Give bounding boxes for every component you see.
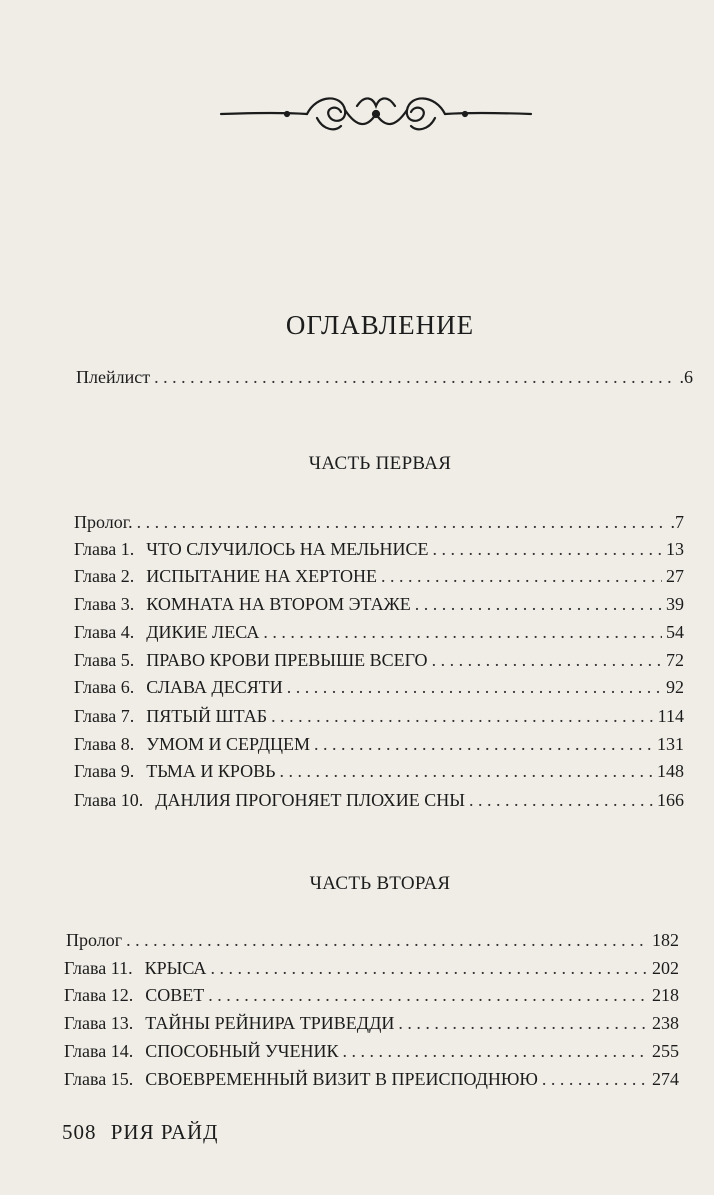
toc-entry-page: 39 [666,594,684,614]
part-heading-second: ЧАСТЬ ВТОРАЯ [309,873,451,894]
toc-entry[interactable] [74,594,684,620]
toc-entry-chapter: Глава 8. [74,734,135,754]
leader-dots [271,706,654,727]
leader-dots [342,1041,648,1062]
toc-entry-page: 238 [652,1013,679,1033]
toc-entry-chapter: Глава 4. [74,622,135,642]
toc-entry-title: ТАЙНЫ РЕЙНИРА ТРИВЕДДИ [145,1013,395,1033]
toc-entry[interactable] [64,1013,679,1039]
toc-entry-page: 202 [652,958,679,978]
toc-entry-page: 182 [652,930,679,950]
toc-entry-page: 114 [657,706,684,726]
toc-entry-title: УМОМ И СЕРДЦЕМ [146,734,310,754]
toc-entry-chapter: Глава 14. [64,1041,134,1061]
leader-dots [542,1069,648,1090]
toc-entry[interactable] [74,539,684,565]
toc-entry-chapter: Глава 11. [64,958,133,978]
leader-dots [126,930,648,951]
leader-dots [287,677,662,698]
toc-entry-title: СПОСОБНЫЙ УЧЕНИК [145,1041,339,1061]
leader-dots [314,734,653,755]
toc-entry[interactable] [66,930,679,956]
leader-dots [210,958,648,979]
toc-entry-page: 166 [657,790,684,810]
toc-entry-chapter: Глава 15. [64,1069,134,1089]
toc-entry-title: ИСПЫТАНИЕ НА ХЕРТОНЕ [146,566,378,586]
toc-entry-chapter: Глава 7. [74,706,135,726]
part-heading-first: ЧАСТЬ ПЕРВАЯ [308,453,452,474]
toc-entry-title: ПРАВО КРОВИ ПРЕВЫШЕ ВСЕГО [146,650,428,670]
toc-entry[interactable] [74,734,684,760]
toc-entry-title: КОМНАТА НА ВТОРОМ ЭТАЖЕ [146,594,411,614]
toc-entry[interactable] [74,622,684,648]
toc-entry-chapter: Глава 2. [74,566,135,586]
toc-entry-page: 54 [666,622,684,642]
toc-entry[interactable] [64,985,679,1011]
toc-entry[interactable] [74,650,684,676]
toc-entry-playlist[interactable] [76,367,693,393]
toc-entry-chapter: Глава 6. [74,677,135,697]
leader-dots [279,761,653,782]
toc-entry[interactable] [74,790,684,816]
leader-dots [433,539,662,560]
toc-entry-page: 13 [666,539,684,559]
leader-dots [208,985,648,1006]
leader-dots [263,622,662,643]
toc-entry-chapter: Глава 5. [74,650,135,670]
flourish-icon [217,88,535,140]
toc-entry-chapter: Глава 10. [74,790,144,810]
leader-dots [469,790,653,811]
toc-entry-title: ДАНЛИЯ ПРОГОНЯЕТ ПЛОХИЕ СНЫ [155,790,465,810]
toc-entry[interactable] [64,1069,679,1095]
toc-entry-title: ЧТО СЛУЧИЛОСЬ НА МЕЛЬНИСЕ [146,539,429,559]
toc-entry-page: 255 [652,1041,679,1061]
toc-entry-chapter: Глава 12. [64,985,134,1005]
toc-entry-title: ПЯТЫЙ ШТАБ [146,706,268,726]
toc-entry-chapter: Пролог. [74,512,133,532]
page-number: 508 [62,1120,97,1144]
toc-entry-chapter: Глава 9. [74,761,135,781]
toc-entry-page: 148 [657,761,684,781]
leader-dots [154,367,675,388]
page-footer [62,1120,219,1145]
page-title: ОГЛАВЛЕНИЕ [285,310,475,340]
toc-entry[interactable] [74,761,684,787]
leader-dots [415,594,662,615]
toc-entry-title: КРЫСА [144,958,207,978]
toc-entry-title: ДИКИЕ ЛЕСА [146,622,260,642]
toc-entry-chapter: Пролог [66,930,123,950]
toc-entry-page: .6 [679,367,693,387]
toc-entry[interactable] [74,706,684,732]
toc-entry-page: 218 [652,985,679,1005]
toc-entry-page: .7 [670,512,684,532]
leader-dots [432,650,662,671]
toc-entry-page: 274 [652,1069,679,1089]
author-name: РИЯ РАЙД [110,1120,219,1144]
toc-entry-title: СОВЕТ [145,985,205,1005]
leader-dots [398,1013,648,1034]
leader-dots [137,512,667,533]
toc-entry-title: ТЬМА И КРОВЬ [146,761,276,781]
toc-entry-page: 131 [657,734,684,754]
ornament-divider [217,88,535,140]
toc-entry-page: 92 [666,677,684,697]
toc-entry-chapter: Глава 1. [74,539,135,559]
toc-entry-chapter: Глава 3. [74,594,135,614]
toc-entry-chapter: Глава 13. [64,1013,134,1033]
toc-entry[interactable] [64,1041,679,1067]
toc-entry-page: 27 [666,566,684,586]
toc-entry-label: Плейлист [76,367,151,387]
toc-entry[interactable] [74,512,684,538]
leader-dots [381,566,662,587]
toc-entry[interactable] [64,958,679,984]
toc-entry-title: СЛАВА ДЕСЯТИ [146,677,283,697]
toc-entry-page: 72 [666,650,684,670]
toc-entry-title: СВОЕВРЕМЕННЫЙ ВИЗИТ В ПРЕИСПОДНЮЮ [145,1069,538,1089]
toc-entry[interactable] [74,566,684,592]
toc-entry[interactable] [74,677,684,703]
